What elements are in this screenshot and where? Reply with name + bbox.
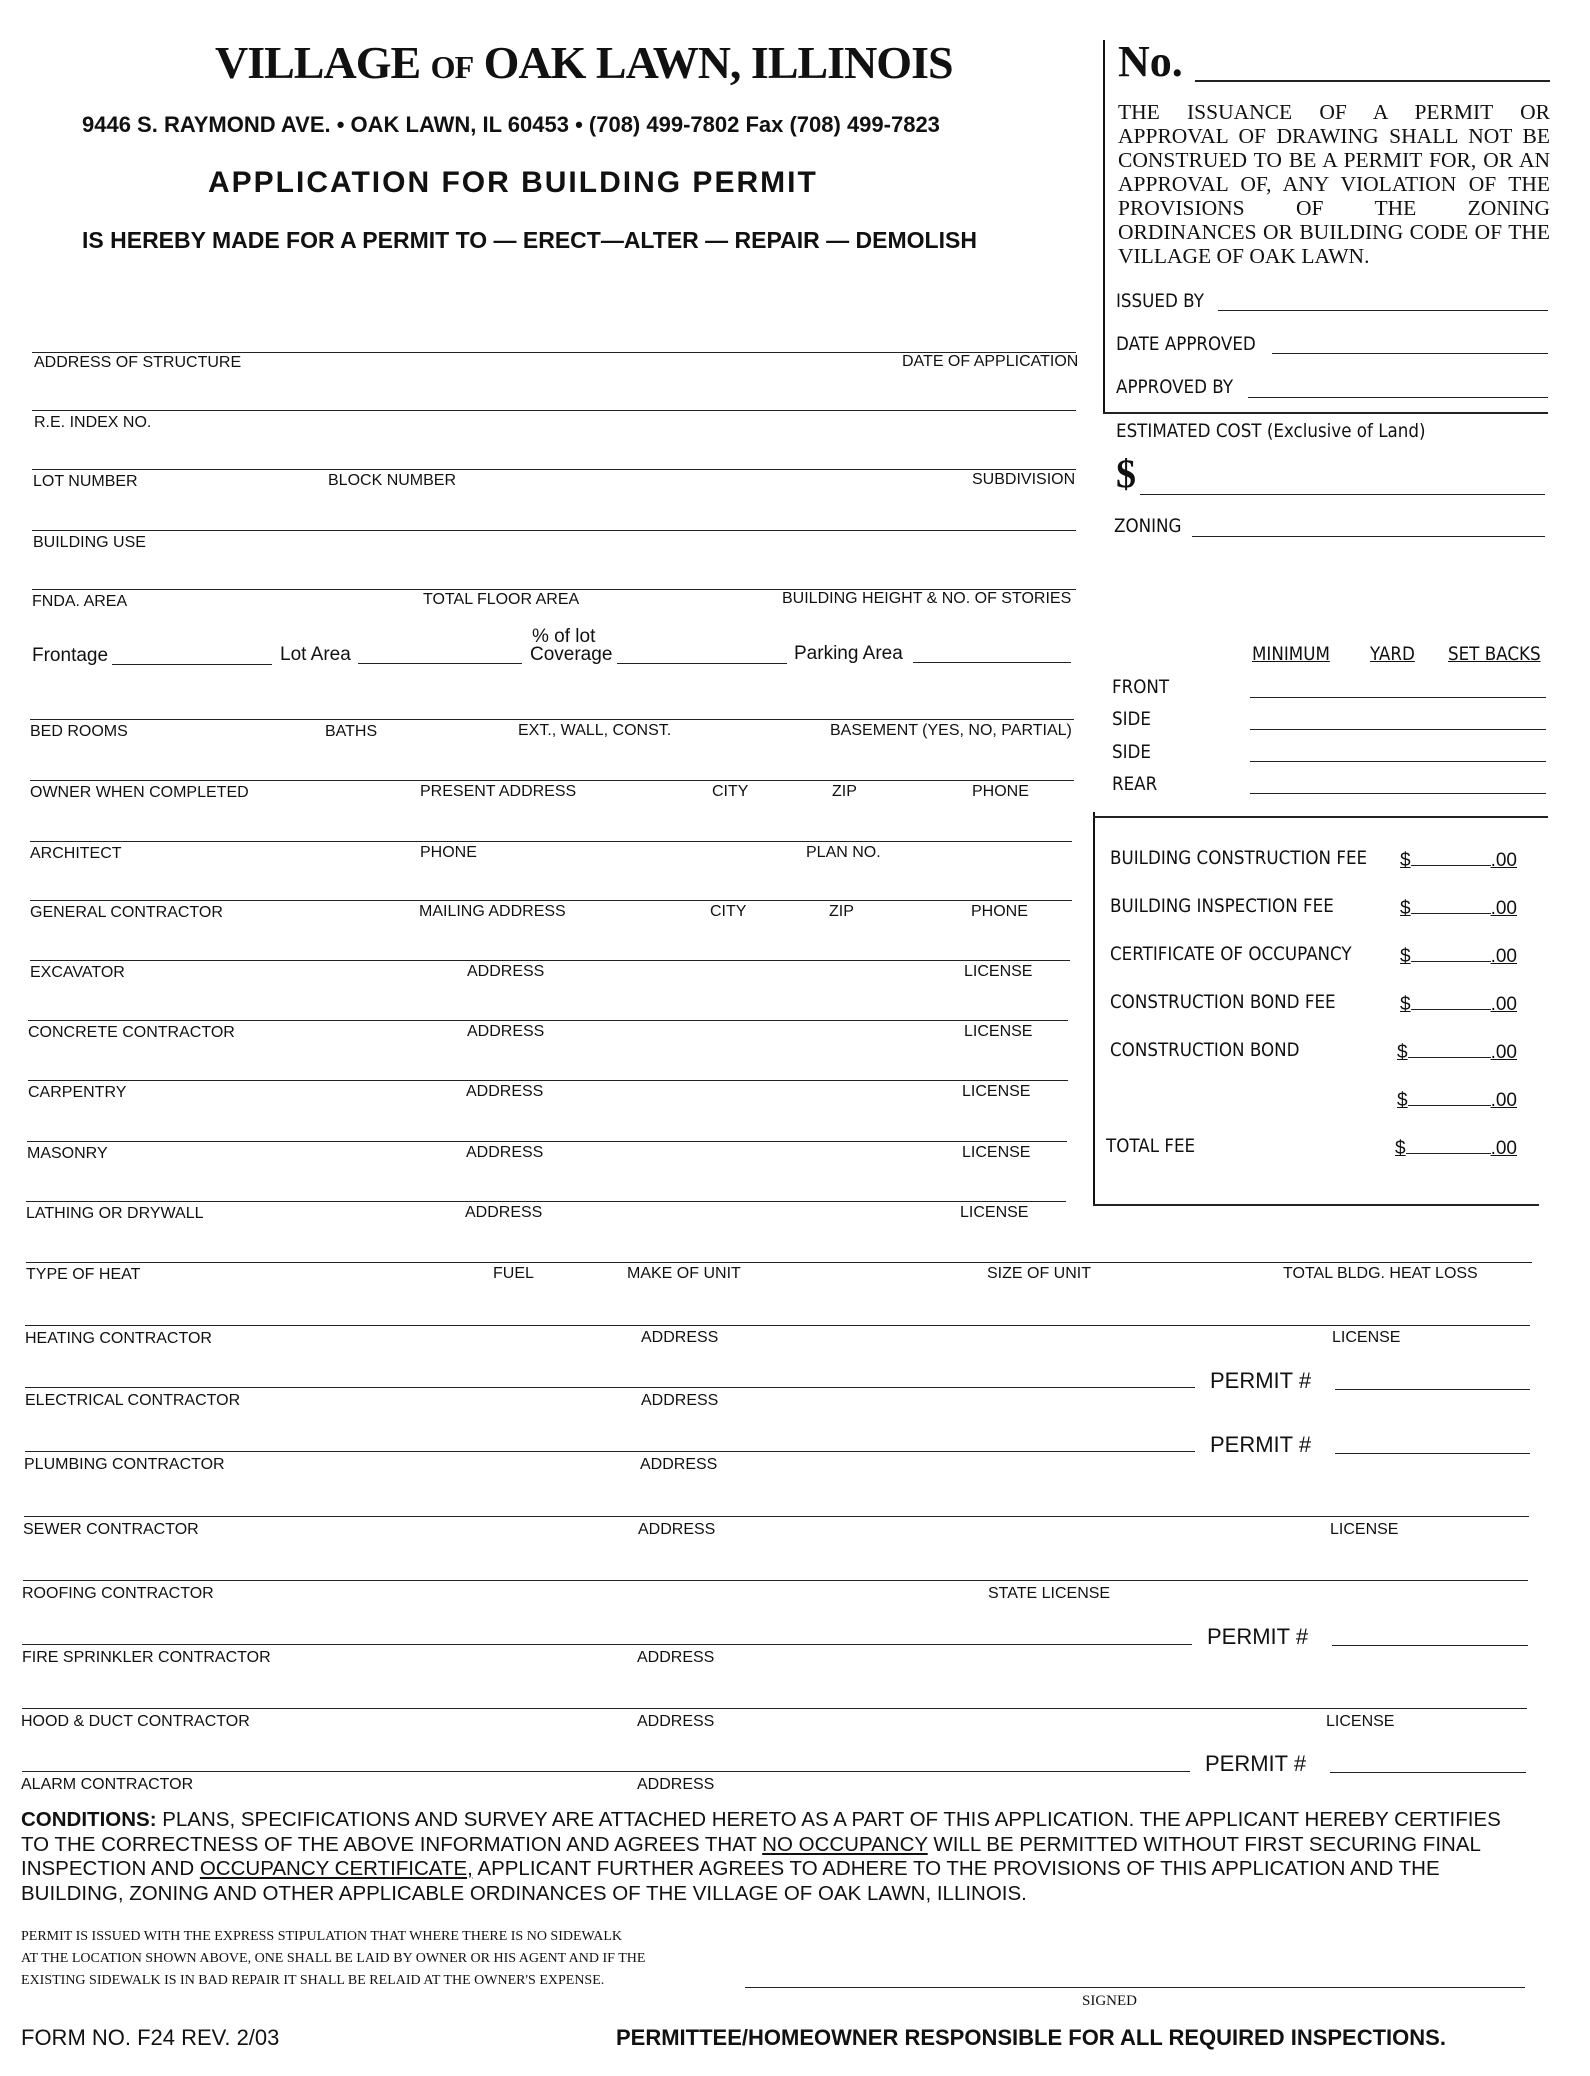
sewer-label: SEWER CONTRACTOR	[23, 1521, 199, 1538]
carpentry-field[interactable]	[28, 1080, 1068, 1081]
block-number-label: BLOCK NUMBER	[328, 472, 457, 489]
excavator-address-label: ADDRESS	[467, 963, 545, 980]
fnda-area-label: FNDA. AREA	[32, 593, 128, 610]
electrical-field[interactable]	[25, 1387, 1195, 1388]
signed-label: SIGNED	[1082, 1993, 1137, 2009]
type-heat-label: TYPE OF HEAT	[26, 1266, 141, 1283]
fee-amount[interactable]: $ .00	[1400, 991, 1517, 1016]
fee-label: BUILDING CONSTRUCTION FEE	[1110, 847, 1368, 869]
fire-sprinkler-permit-label: PERMIT #	[1207, 1624, 1309, 1649]
setback-rear-field[interactable]	[1250, 793, 1546, 794]
fee-amount[interactable]: $ .00	[1397, 1039, 1517, 1064]
fire-sprinkler-label: FIRE SPRINKLER CONTRACTOR	[22, 1649, 271, 1666]
heating-address-label: ADDRESS	[641, 1329, 719, 1346]
fee-label: CONSTRUCTION BOND FEE	[1110, 991, 1336, 1013]
estimated-cost-label: ESTIMATED COST (Exclusive of Land)	[1116, 420, 1426, 442]
estimated-cost-field[interactable]	[1140, 494, 1545, 495]
make-unit-label: MAKE OF UNIT	[627, 1265, 741, 1282]
fee-amount[interactable]: $ .00	[1400, 847, 1517, 872]
sidewalk-stipulation: PERMIT IS ISSUED WITH THE EXPRESS STIPULATION THAT WHERE THERE IS NO SIDEWALK AT THE LOCATION SHOWN ABOVE, ONE SHALL BE LAID BY OWNER OR HIS AGENT AND IF THE EXISTING SIDEWALK IS IN BAD REPAIR IT SHALL BE RELAID AT THE OWNER'S EXPENSE.	[21, 1929, 646, 1988]
setback-side-label: SIDE	[1112, 741, 1151, 763]
permit-number-label: No.	[1118, 37, 1183, 86]
issued-by-field[interactable]	[1218, 310, 1548, 311]
rooms-field[interactable]	[30, 719, 1074, 720]
fee-amount[interactable]: $ .00	[1400, 895, 1517, 920]
gc-city-label: CITY	[710, 903, 747, 920]
hood-duct-field[interactable]	[22, 1708, 1527, 1709]
setback-header-setbacks: SET BACKS	[1448, 643, 1541, 665]
date-application-label: DATE OF APPLICATION	[902, 353, 1079, 370]
fee-label: CONSTRUCTION BOND	[1110, 1039, 1300, 1061]
plumbing-permit-label: PERMIT #	[1210, 1432, 1312, 1457]
building-height-label: BUILDING HEIGHT & NO. OF STORIES	[782, 590, 1072, 607]
total-fee-label: TOTAL FEE	[1106, 1135, 1196, 1157]
masonry-label: MASONRY	[27, 1145, 108, 1162]
setback-side-label: SIDE	[1112, 708, 1151, 730]
pct-lot-label: % of lot	[532, 626, 596, 647]
estimated-cost-dollar: $	[1116, 451, 1136, 496]
electrical-permit-field[interactable]	[1335, 1389, 1530, 1390]
setback-side-field[interactable]	[1250, 729, 1546, 730]
carpentry-label: CARPENTRY	[28, 1084, 127, 1101]
roofing-field[interactable]	[23, 1580, 1528, 1581]
coverage-label: Coverage	[530, 644, 613, 665]
architect-phone-label: PHONE	[420, 844, 477, 861]
issued-by-label: ISSUED BY	[1116, 290, 1204, 312]
lathing-address-label: ADDRESS	[465, 1204, 543, 1221]
baths-label: BATHS	[325, 723, 378, 740]
heating-label: HEATING CONTRACTOR	[25, 1330, 212, 1347]
village-address: 9446 S. RAYMOND AVE. • OAK LAWN, IL 60453 • (708) 499-7802 Fax (708) 499-7823	[82, 112, 940, 137]
heating-field[interactable]	[25, 1325, 1530, 1326]
alarm-field[interactable]	[22, 1771, 1190, 1772]
electrical-permit-label: PERMIT #	[1210, 1368, 1312, 1393]
alarm-permit-label: PERMIT #	[1205, 1751, 1307, 1776]
masonry-field[interactable]	[27, 1141, 1067, 1142]
plan-no-label: PLAN NO.	[806, 844, 881, 861]
re-index-label: R.E. INDEX NO.	[34, 414, 152, 431]
state-license-label: STATE LICENSE	[988, 1585, 1111, 1602]
form-subtitle: IS HEREBY MADE FOR A PERMIT TO — ERECT—ALTER — REPAIR — DEMOLISH	[82, 227, 977, 253]
village-title: VILLAGE OF OAK LAWN, ILLINOIS	[215, 37, 953, 88]
zoning-field[interactable]	[1192, 536, 1545, 537]
masonry-license-label: LICENSE	[962, 1144, 1031, 1161]
hood-duct-address-label: ADDRESS	[637, 1713, 715, 1730]
setback-front-field[interactable]	[1250, 697, 1546, 698]
sewer-address-label: ADDRESS	[638, 1521, 716, 1538]
lot-area-field[interactable]	[358, 663, 522, 664]
concrete-field[interactable]	[28, 1020, 1068, 1021]
building-use-label: BUILDING USE	[33, 534, 146, 551]
ext-wall-label: EXT., WALL, CONST.	[518, 722, 672, 739]
sewer-license-label: LICENSE	[1330, 1521, 1399, 1538]
fee-label: CERTIFICATE OF OCCUPANCY	[1110, 943, 1352, 965]
zoning-label: ZONING	[1114, 515, 1182, 537]
coverage-field[interactable]	[617, 663, 787, 664]
hood-duct-label: HOOD & DUCT CONTRACTOR	[21, 1713, 250, 1730]
frontage-label: Frontage	[32, 645, 109, 666]
building-use-field[interactable]	[32, 530, 1076, 531]
architect-field[interactable]	[30, 841, 1072, 842]
plumbing-address-label: ADDRESS	[640, 1456, 718, 1473]
approved-by-label: APPROVED BY	[1116, 376, 1234, 398]
concrete-license-label: LICENSE	[964, 1023, 1033, 1040]
setback-side-field[interactable]	[1250, 761, 1546, 762]
inspection-responsibility: PERMITTEE/HOMEOWNER RESPONSIBLE FOR ALL REQUIRED INSPECTIONS.	[616, 2025, 1446, 2050]
form-title: APPLICATION FOR BUILDING PERMIT	[208, 166, 818, 199]
fire-sprinkler-field[interactable]	[22, 1644, 1192, 1645]
issuance-disclaimer: THE ISSUANCE OF A PERMIT OR APPROVAL OF DRAWING SHALL NOT BE CONSTRUED TO BE A PERMIT FOR, OR AN APPROVAL OF, ANY VIOLATION OF THE PROVISIONS OF THE ZONING ORDINANCES OR BUILDING CODE OF THE VILLAGE OF OAK LAWN.	[1118, 100, 1550, 268]
setback-header-minimum: MINIMUM	[1252, 643, 1330, 665]
fee-panel-bottom	[1093, 1204, 1539, 1206]
alarm-permit-field[interactable]	[1330, 1772, 1526, 1773]
plumbing-label: PLUMBING CONTRACTOR	[24, 1456, 225, 1473]
roofing-label: ROOFING CONTRACTOR	[22, 1585, 214, 1602]
excavator-license-label: LICENSE	[964, 963, 1033, 980]
carpentry-address-label: ADDRESS	[466, 1083, 544, 1100]
date-approved-label: DATE APPROVED	[1116, 333, 1256, 355]
lathing-license-label: LICENSE	[960, 1204, 1029, 1221]
fire-sprinkler-permit-field[interactable]	[1332, 1645, 1528, 1646]
architect-label: ARCHITECT	[30, 845, 122, 862]
side-panel-divider	[1103, 40, 1105, 412]
heat-field[interactable]	[26, 1262, 1532, 1263]
alarm-label: ALARM CONTRACTOR	[21, 1776, 194, 1793]
gc-zip-label: ZIP	[829, 903, 854, 920]
concrete-label: CONCRETE CONTRACTOR	[28, 1024, 235, 1041]
alarm-address-label: ADDRESS	[637, 1776, 715, 1793]
masonry-address-label: ADDRESS	[466, 1144, 544, 1161]
bed-rooms-label: BED ROOMS	[30, 723, 128, 740]
address-structure-label: ADDRESS OF STRUCTURE	[34, 354, 242, 371]
subdivision-label: SUBDIVISION	[972, 471, 1076, 488]
frontage-field[interactable]	[112, 664, 272, 665]
owner-label: OWNER WHEN COMPLETED	[30, 784, 249, 801]
lot-area-label: Lot Area	[280, 644, 351, 665]
present-address-label: PRESENT ADDRESS	[420, 783, 577, 800]
approved-by-field[interactable]	[1248, 397, 1548, 398]
re-index-field[interactable]	[32, 410, 1076, 411]
setback-header-yard: YARD	[1370, 643, 1415, 665]
gc-phone-label: PHONE	[971, 903, 1028, 920]
general-contractor-label: GENERAL CONTRACTOR	[30, 904, 223, 921]
carpentry-license-label: LICENSE	[962, 1083, 1031, 1100]
total-fee-amount[interactable]: $ .00	[1395, 1135, 1517, 1160]
side-separator-2	[1093, 816, 1548, 818]
side-separator-1	[1103, 412, 1548, 414]
signature-field[interactable]	[745, 1987, 1525, 1988]
plumbing-field[interactable]	[25, 1451, 1195, 1452]
mailing-address-label: MAILING ADDRESS	[419, 903, 566, 920]
fee-panel-divider	[1093, 812, 1095, 1206]
lot-number-label: LOT NUMBER	[33, 473, 138, 490]
excavator-field[interactable]	[30, 960, 1070, 961]
lathing-field[interactable]	[26, 1201, 1066, 1202]
parking-area-label: Parking Area	[794, 643, 903, 664]
fire-sprinkler-address-label: ADDRESS	[637, 1649, 715, 1666]
lot-block-field[interactable]	[32, 469, 1076, 470]
owner-city-label: CITY	[712, 783, 749, 800]
fee-amount[interactable]: $ .00	[1397, 1087, 1517, 1112]
plumbing-permit-field[interactable]	[1335, 1453, 1530, 1454]
concrete-address-label: ADDRESS	[467, 1023, 545, 1040]
hood-duct-license-label: LICENSE	[1326, 1713, 1395, 1730]
parking-area-field[interactable]	[913, 662, 1071, 663]
form-number: FORM NO. F24 REV. 2/03	[21, 2025, 280, 2050]
lathing-label: LATHING OR DRYWALL	[26, 1205, 204, 1222]
electrical-address-label: ADDRESS	[641, 1392, 719, 1409]
owner-field[interactable]	[30, 780, 1074, 781]
permit-number-field[interactable]	[1195, 80, 1550, 82]
setback-rear-label: REAR	[1112, 773, 1158, 795]
heating-license-label: LICENSE	[1332, 1329, 1401, 1346]
setback-front-label: FRONT	[1112, 676, 1170, 698]
size-unit-label: SIZE OF UNIT	[987, 1265, 1091, 1282]
fee-amount[interactable]: $ .00	[1400, 943, 1517, 968]
electrical-label: ELECTRICAL CONTRACTOR	[25, 1392, 241, 1409]
general-contractor-field[interactable]	[30, 900, 1072, 901]
excavator-label: EXCAVATOR	[30, 964, 125, 981]
owner-phone-label: PHONE	[972, 783, 1029, 800]
owner-zip-label: ZIP	[832, 783, 857, 800]
date-approved-field[interactable]	[1272, 353, 1548, 354]
heat-loss-label: TOTAL BLDG. HEAT LOSS	[1283, 1265, 1478, 1282]
basement-label: BASEMENT (YES, NO, PARTIAL)	[830, 722, 1072, 739]
conditions-text: CONDITIONS: PLANS, SPECIFICATIONS AND SURVEY ARE ATTACHED HERETO AS A PART OF THIS APPLICATION. THE APPLICANT HEREBY CERTIFIES TO THE CORRECTNESS OF THE ABOVE INFORMATION AND AGREES THAT NO OCCUPANCY WILL BE PERMITTED WITHOUT FIRST SECURING FINAL INSPECTION AND OCCUPANCY CERTIFICATE, APPLICANT FURTHER AGREES TO ADHERE TO THE PROVISIONS OF THIS APPLICATION AND THE BUILDING, ZONING AND OTHER APPLICABLE ORDINANCES OF THE VILLAGE OF OAK LAWN, ILLINOIS.	[21, 1808, 1501, 1905]
fee-label: BUILDING INSPECTION FEE	[1110, 895, 1334, 917]
fuel-label: FUEL	[493, 1265, 534, 1282]
total-floor-area-label: TOTAL FLOOR AREA	[423, 591, 580, 608]
sewer-field[interactable]	[24, 1516, 1529, 1517]
